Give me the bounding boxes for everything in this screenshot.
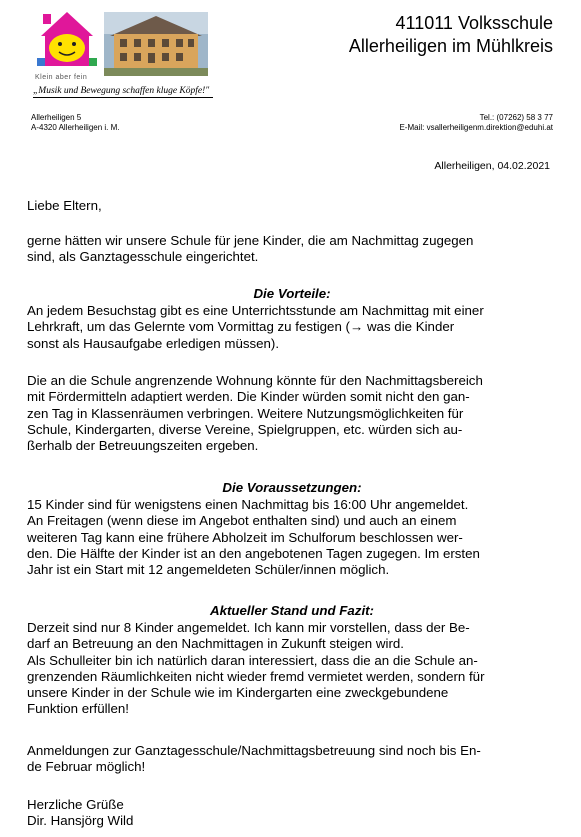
intro-line: sind, als Ganztagesschule eingerichtet. [27,249,259,265]
salutation: Liebe Eltern, [27,198,102,213]
paragraph-line: Die an die Schule angrenzende Wohnung könnte für den Nachmittagsbereich [27,373,483,388]
anmeldung-paragraph [27,743,557,776]
heading-vorteile: Die Vorteile: [253,286,331,301]
school-title [349,12,553,58]
paragraph-line: 15 Kinder sind für wenigstens einen Nachmittag bis 16:00 Uhr angemeldet. [27,497,469,512]
school-title-line2: Allerheiligen im Mühlkreis [348,36,553,56]
paragraph-line: weiteren Tag kann eine frühere Abholzeit im Schulforum beschlossen wer- [27,529,463,545]
vorteile-paragraph-1 [27,303,557,352]
paragraph-line: ßerhalb der Betreuungszeiten ergeben. [27,438,259,454]
paragraph-line: sonst als Hausaufgabe erledigen müssen). [27,335,280,351]
paragraph-line: Schule, Kindergarten, diverse Vereine, Spielgruppen, etc. würden sich au- [27,421,463,437]
school-building-photo [104,12,208,76]
address-city: A-4320 Allerheiligen i. M. [31,123,120,132]
closing [27,797,557,830]
logo-text: Klein aber fein [35,74,88,81]
contact-info [399,113,553,133]
school-motto: „Musik und Bewegung schaffen kluge Köpfe!" [33,86,213,98]
paragraph-line: Als Schulleiter bin ich natürlich daran interessiert, dass die an die Schule an- [27,652,478,668]
paragraph-line: Jahr ist ein Start mit 12 angemeldeten Schüler/innen möglich. [27,562,390,578]
paragraph-line: Lehrkraft, um das Gelernte vom Vormittag zu festigen (→ was die Kinder [27,319,455,335]
paragraph-line: unsere Kinder in der Schule wie im Kindergarten eine zweckgebundene [27,685,449,701]
paragraph-line: zen Tag in Klassenräumen verbringen. Weitere Nutzungsmöglichkeiten für [27,405,464,421]
school-logo [35,8,99,74]
closing-greeting: Herzliche Grüße [27,797,124,812]
postal-address [31,113,120,133]
paragraph-line: den. Die Hälfte der Kinder ist an den angebotenen Tagen zugegen. Im ersten [27,545,480,561]
signature-name: Dir. Hansjörg Wild [27,813,134,829]
heading-voraussetzungen: Die Voraussetzungen: [222,480,362,495]
intro-paragraph [27,233,557,266]
paragraph-line: Derzeit sind nur 8 Kinder angemeldet. Ich kann mir vorstellen, dass der Be- [27,620,470,635]
vorteile-paragraph-2 [27,373,557,454]
paragraph-line: An Freitagen (wenn diese im Angebot enthalten sind) und auch an einem [27,513,457,529]
contact-email: E-Mail: vsallerheiligenm.direktion@eduhi.at [399,123,553,132]
intro-line: gerne hätten wir unsere Schule für jene Kinder, die am Nachmittag zugegen [27,233,474,248]
paragraph-line: de Februar möglich! [27,759,146,775]
heading-aktueller-stand: Aktueller Stand und Fazit: [209,603,374,618]
paragraph-line: An jedem Besuchstag gibt es eine Unterrichtsstunde am Nachmittag mit einer [27,303,484,318]
school-title-line1: 411011 Volksschule [395,13,553,33]
address-street: Allerheiligen 5 [31,113,82,122]
voraussetzungen-paragraph [27,497,557,578]
paragraph-line: grenzenden Räumlichkeiten nicht wieder fremd vermietet werden, sondern für [27,668,485,684]
paragraph-line: Anmeldungen zur Ganztagesschule/Nachmittagsbetreuung sind noch bis En- [27,743,481,758]
paragraph-line: darf an Betreuung an den Nachmittagen in Zukunft steigen wird. [27,636,404,652]
letter-date: Allerheiligen, 04.02.2021 [434,160,550,172]
paragraph-line: Funktion erfüllen! [27,701,129,717]
paragraph-line: mit Fördermitteln adaptiert werden. Die Kinder würden somit nicht den gan- [27,389,470,405]
contact-phone: Tel.: (07262) 58 3 77 [479,113,553,122]
stand-paragraph [27,620,557,718]
